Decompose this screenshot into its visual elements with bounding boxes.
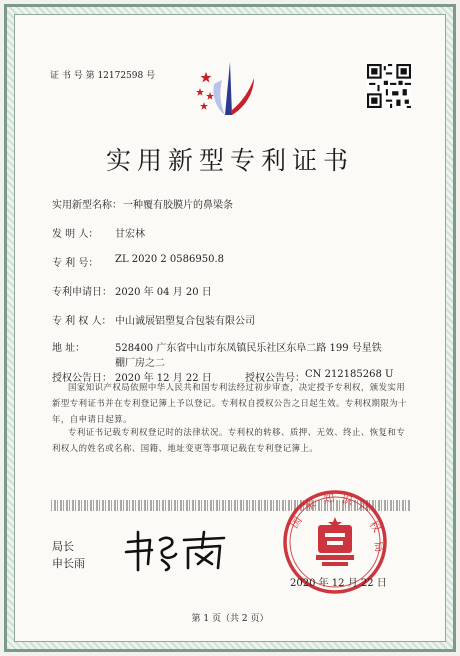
cnipa-logo-icon xyxy=(192,60,262,118)
svg-text:知: 知 xyxy=(322,491,336,506)
svg-text:国: 国 xyxy=(287,514,305,531)
field-label-filing-date: 专利申请日： xyxy=(52,287,112,298)
field-value-patentee: 中山诚展铝塑复合包装有限公司 xyxy=(115,316,255,327)
director-signature xyxy=(120,530,230,572)
field-value-address-line2: 棚厂房之二 xyxy=(115,358,165,369)
director-name: 申长雨 xyxy=(52,557,85,570)
page-number: 第 1 页（共 2 页） xyxy=(191,614,269,624)
field-value-grant-date: 2020 年 12 月 22 日 xyxy=(115,373,212,384)
field-label-grant-date: 授权公告日： xyxy=(52,373,112,384)
qr-code-icon xyxy=(367,64,411,108)
svg-text:识: 识 xyxy=(340,493,354,508)
field-label-inventor: 发 明 人： xyxy=(52,229,99,240)
director-title: 局长 xyxy=(52,540,74,553)
field-value-address: 528400 广东省中山市东凤镇民乐社区东阜二路 199 号星铁 xyxy=(115,343,382,354)
field-value-inventor: 甘宏林 xyxy=(115,229,145,240)
field-label-patent-number: 专 利 号： xyxy=(52,258,99,269)
svg-text:产: 产 xyxy=(355,500,372,518)
svg-text:家: 家 xyxy=(302,496,319,514)
certificate-title: 实用新型专利证书 xyxy=(105,146,354,175)
field-value-name: 一种覆有胶膜片的鼻梁条 xyxy=(123,200,233,211)
paragraph-grant-statement: 国家知识产权局依照中华人民共和国专利法经过初步审查，决定授予专利权，颁发实用新型专利证书并在专利登记簿上予以登记。专利权自授权公告之日起生效。专利权期限为十年，自申请日起算。 xyxy=(52,382,407,424)
svg-text:权: 权 xyxy=(366,518,384,535)
field-label-address: 地 址： xyxy=(52,343,86,354)
svg-text:局: 局 xyxy=(371,539,387,554)
field-value-patent-number: ZL 2020 2 0586950.8 xyxy=(115,254,225,265)
field-label-patentee: 专 利 权 人： xyxy=(52,316,112,327)
certificate-number: 证 书 号 第 12172598 号 xyxy=(50,71,156,81)
field-label-name: 实用新型名称： xyxy=(52,200,122,211)
seal-date: 2020 年 12 月 22 日 xyxy=(290,578,387,589)
field-value-filing-date: 2020 年 04 月 20 日 xyxy=(115,287,212,298)
field-value-grant-number: CN 212185268 U xyxy=(305,369,394,380)
field-label-grant-number: 授权公告号： xyxy=(245,373,305,384)
paragraph-legal-note: 专利证书记载专利权登记时的法律状况。专利权的转移、质押、无效、终止、恢复和专利权人的姓名或名称、国籍、地址变更等事项记载在专利登记簿上。 xyxy=(52,427,406,453)
